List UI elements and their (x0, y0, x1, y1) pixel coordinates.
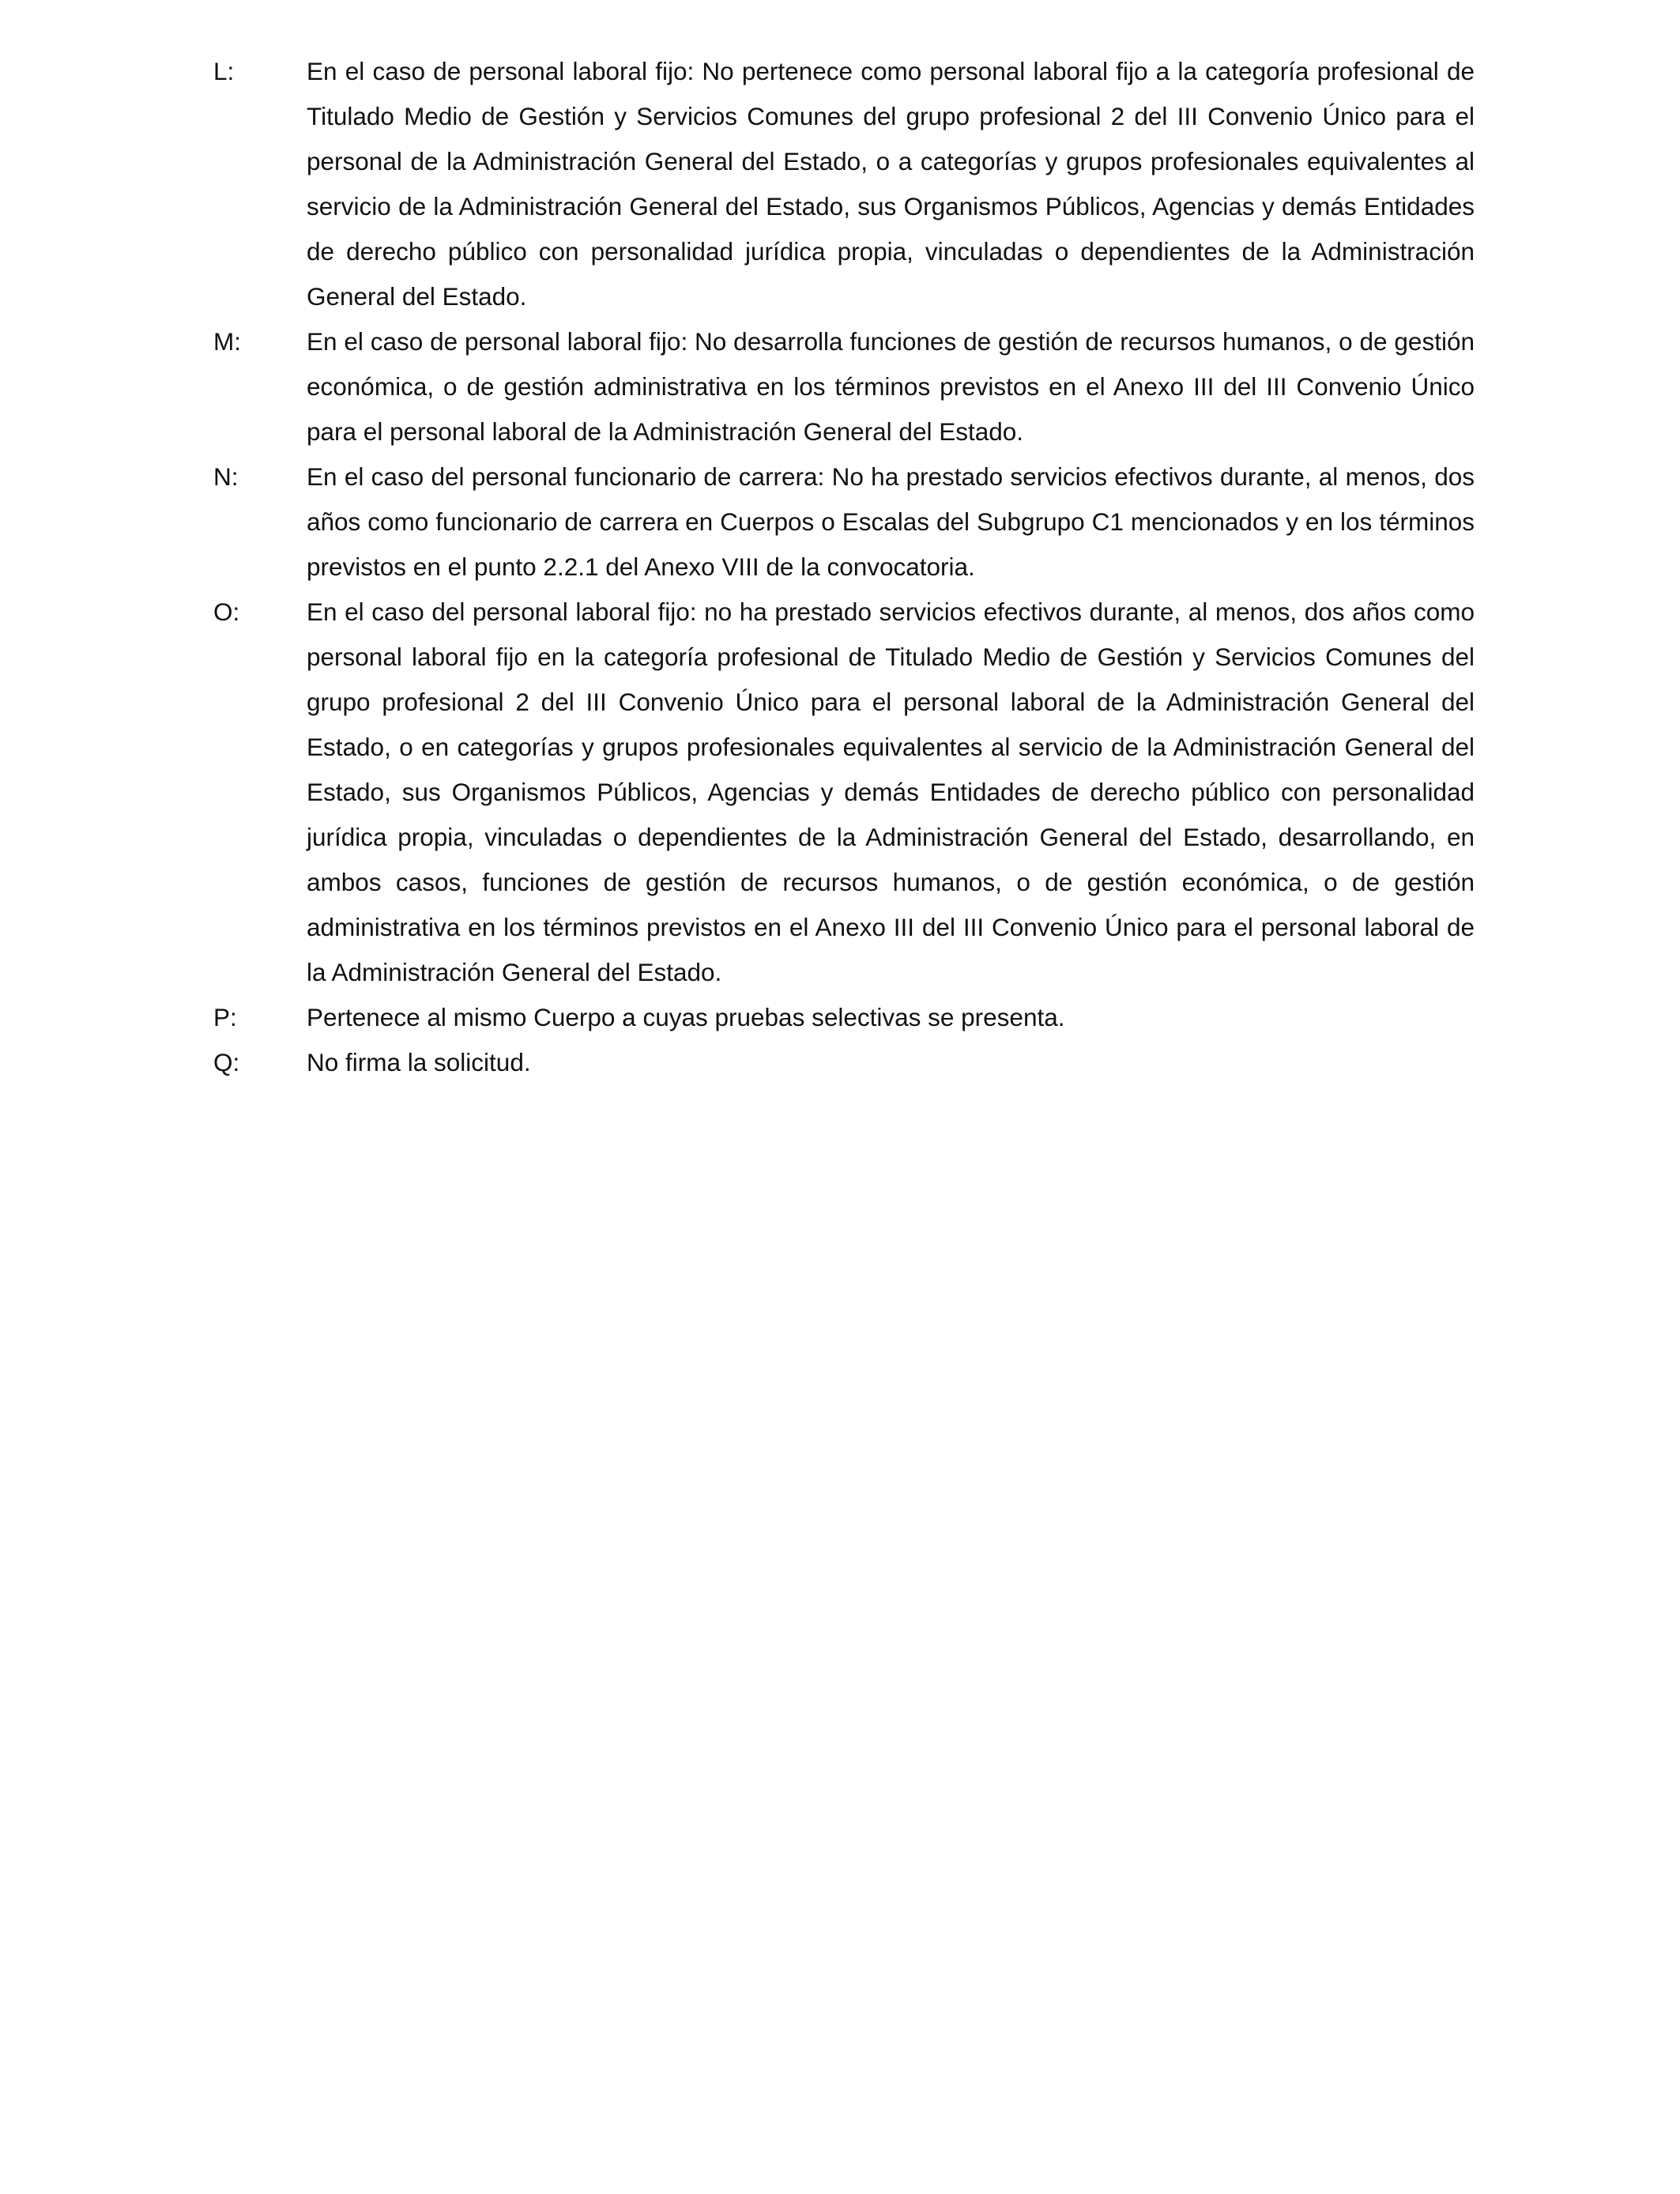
list-item-p (213, 995, 1475, 1040)
item-text: No firma la solicitud. (307, 1048, 531, 1076)
list-item-q (213, 1040, 1475, 1085)
item-letter: N: (213, 462, 239, 491)
item-text: En el caso del personal funcionario de carrera: No ha prestado servicios efectivos durante, al menos, dos años como funcionario de carrera en Cuerpos o Escalas del Subgrupo C1 mencionados y en los términos previstos en el punto 2.2.1 del Anexo VIII de la convocatoria. (307, 462, 1475, 581)
list-item-m (213, 319, 1475, 454)
item-text: En el caso de personal laboral fijo: No pertenece como personal laboral fijo a la categoría profesional de Titulado Medio de Gestión y Servicios Comunes del grupo profesional 2 del III Convenio Único para el personal de la Administración General del Estado, o a categorías y grupos profesionales equivalentes al servicio de la Administración General del Estado, sus Organismos Públicos, Agencias y demás Entidades de derecho público con personalidad jurídica propia, vinculadas o dependientes de la Administración General del Estado. (307, 57, 1475, 311)
item-letter: Q: (213, 1048, 240, 1076)
item-text: Pertenece al mismo Cuerpo a cuyas pruebas selectivas se presenta. (307, 1003, 1065, 1031)
item-text: En el caso de personal laboral fijo: No desarrolla funciones de gestión de recursos humanos, o de gestión económica, o de gestión administrativa en los términos previstos en el Anexo III del III Convenio Único para el personal laboral de la Administración General del Estado. (307, 327, 1475, 446)
item-text: En el caso del personal laboral fijo: no ha prestado servicios efectivos durante, al menos, dos años como personal laboral fijo en la categoría profesional de Titulado Medio de Gestión y Servicios Comunes del grupo profesional 2 del III Convenio Único para el personal laboral de la Administración General del Estado, o en categorías y grupos profesionales equivalentes al servicio de la Administración General del Estado, sus Organismos Públicos, Agencias y demás Entidades de derecho público con personalidad jurídica propia, vinculadas o dependientes de la Administración General del Estado, desarrollando, en ambos casos, funciones de gestión de recursos humanos, o de gestión económica, o de gestión administrativa en los términos previstos en el Anexo III del III Convenio Único para el personal laboral de la Administración General del Estado. (307, 598, 1475, 986)
item-letter: M: (213, 327, 241, 356)
list-item-l (213, 49, 1475, 319)
exclusion-reasons-list (213, 49, 1475, 1085)
item-letter: O: (213, 598, 240, 626)
item-letter: L: (213, 57, 235, 85)
list-item-n (213, 454, 1475, 590)
item-letter: P: (213, 1003, 237, 1031)
list-item-o (213, 590, 1475, 995)
